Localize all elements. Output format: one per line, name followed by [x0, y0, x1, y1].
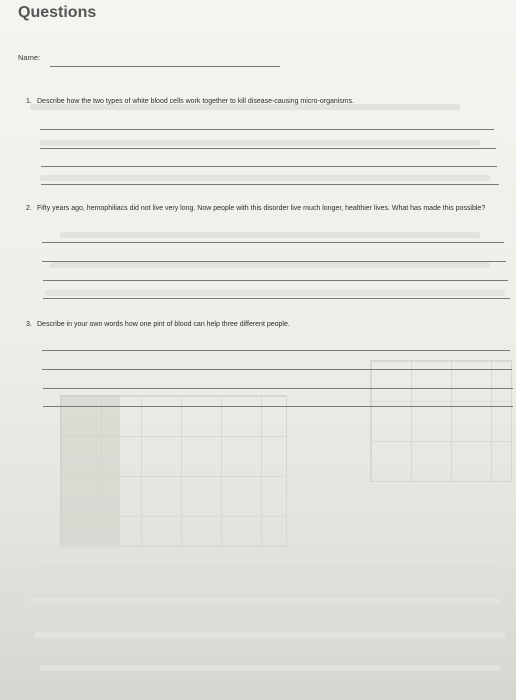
show-through-line	[50, 262, 490, 268]
name-label: Name:	[18, 53, 41, 62]
answer-line[interactable]	[40, 129, 494, 130]
answer-line[interactable]	[43, 388, 513, 389]
question-text: Fifty years ago, hemophiliacs did not live very long. Now people with this disorder live much longer, healthier lives. What has made this possible?	[37, 205, 486, 212]
question-1	[26, 96, 486, 108]
answer-line[interactable]	[42, 350, 510, 351]
answer-line[interactable]	[41, 184, 499, 185]
question-3	[26, 319, 496, 331]
show-through-line	[30, 598, 500, 604]
answer-line[interactable]	[43, 298, 510, 299]
show-through-line	[35, 632, 505, 638]
show-through-line	[40, 560, 500, 566]
question-number: 1.	[26, 98, 32, 105]
answer-line[interactable]	[43, 406, 513, 407]
show-through-table-right	[370, 360, 512, 482]
name-field[interactable]	[50, 66, 280, 67]
show-through-line	[40, 140, 480, 146]
question-2	[26, 203, 486, 215]
show-through-line	[40, 175, 490, 181]
question-number: 2.	[26, 205, 32, 212]
show-through-table-shade	[60, 395, 120, 545]
show-through-line	[45, 290, 505, 296]
question-text: Describe how the two types of white blood cells work together to kill disease-causing micro-organisms.	[37, 98, 355, 105]
show-through-line	[60, 232, 480, 238]
answer-line[interactable]	[42, 369, 512, 370]
question-text: Describe in your own words how one pint of blood can help three different people.	[37, 321, 290, 328]
question-number: 3.	[26, 321, 32, 328]
answer-line[interactable]	[40, 148, 496, 149]
page-title: Questions	[18, 4, 97, 21]
answer-line[interactable]	[43, 280, 508, 281]
show-through-line	[40, 665, 500, 671]
answer-line[interactable]	[42, 242, 504, 243]
answer-line[interactable]	[41, 166, 497, 167]
answer-line[interactable]	[42, 261, 506, 262]
